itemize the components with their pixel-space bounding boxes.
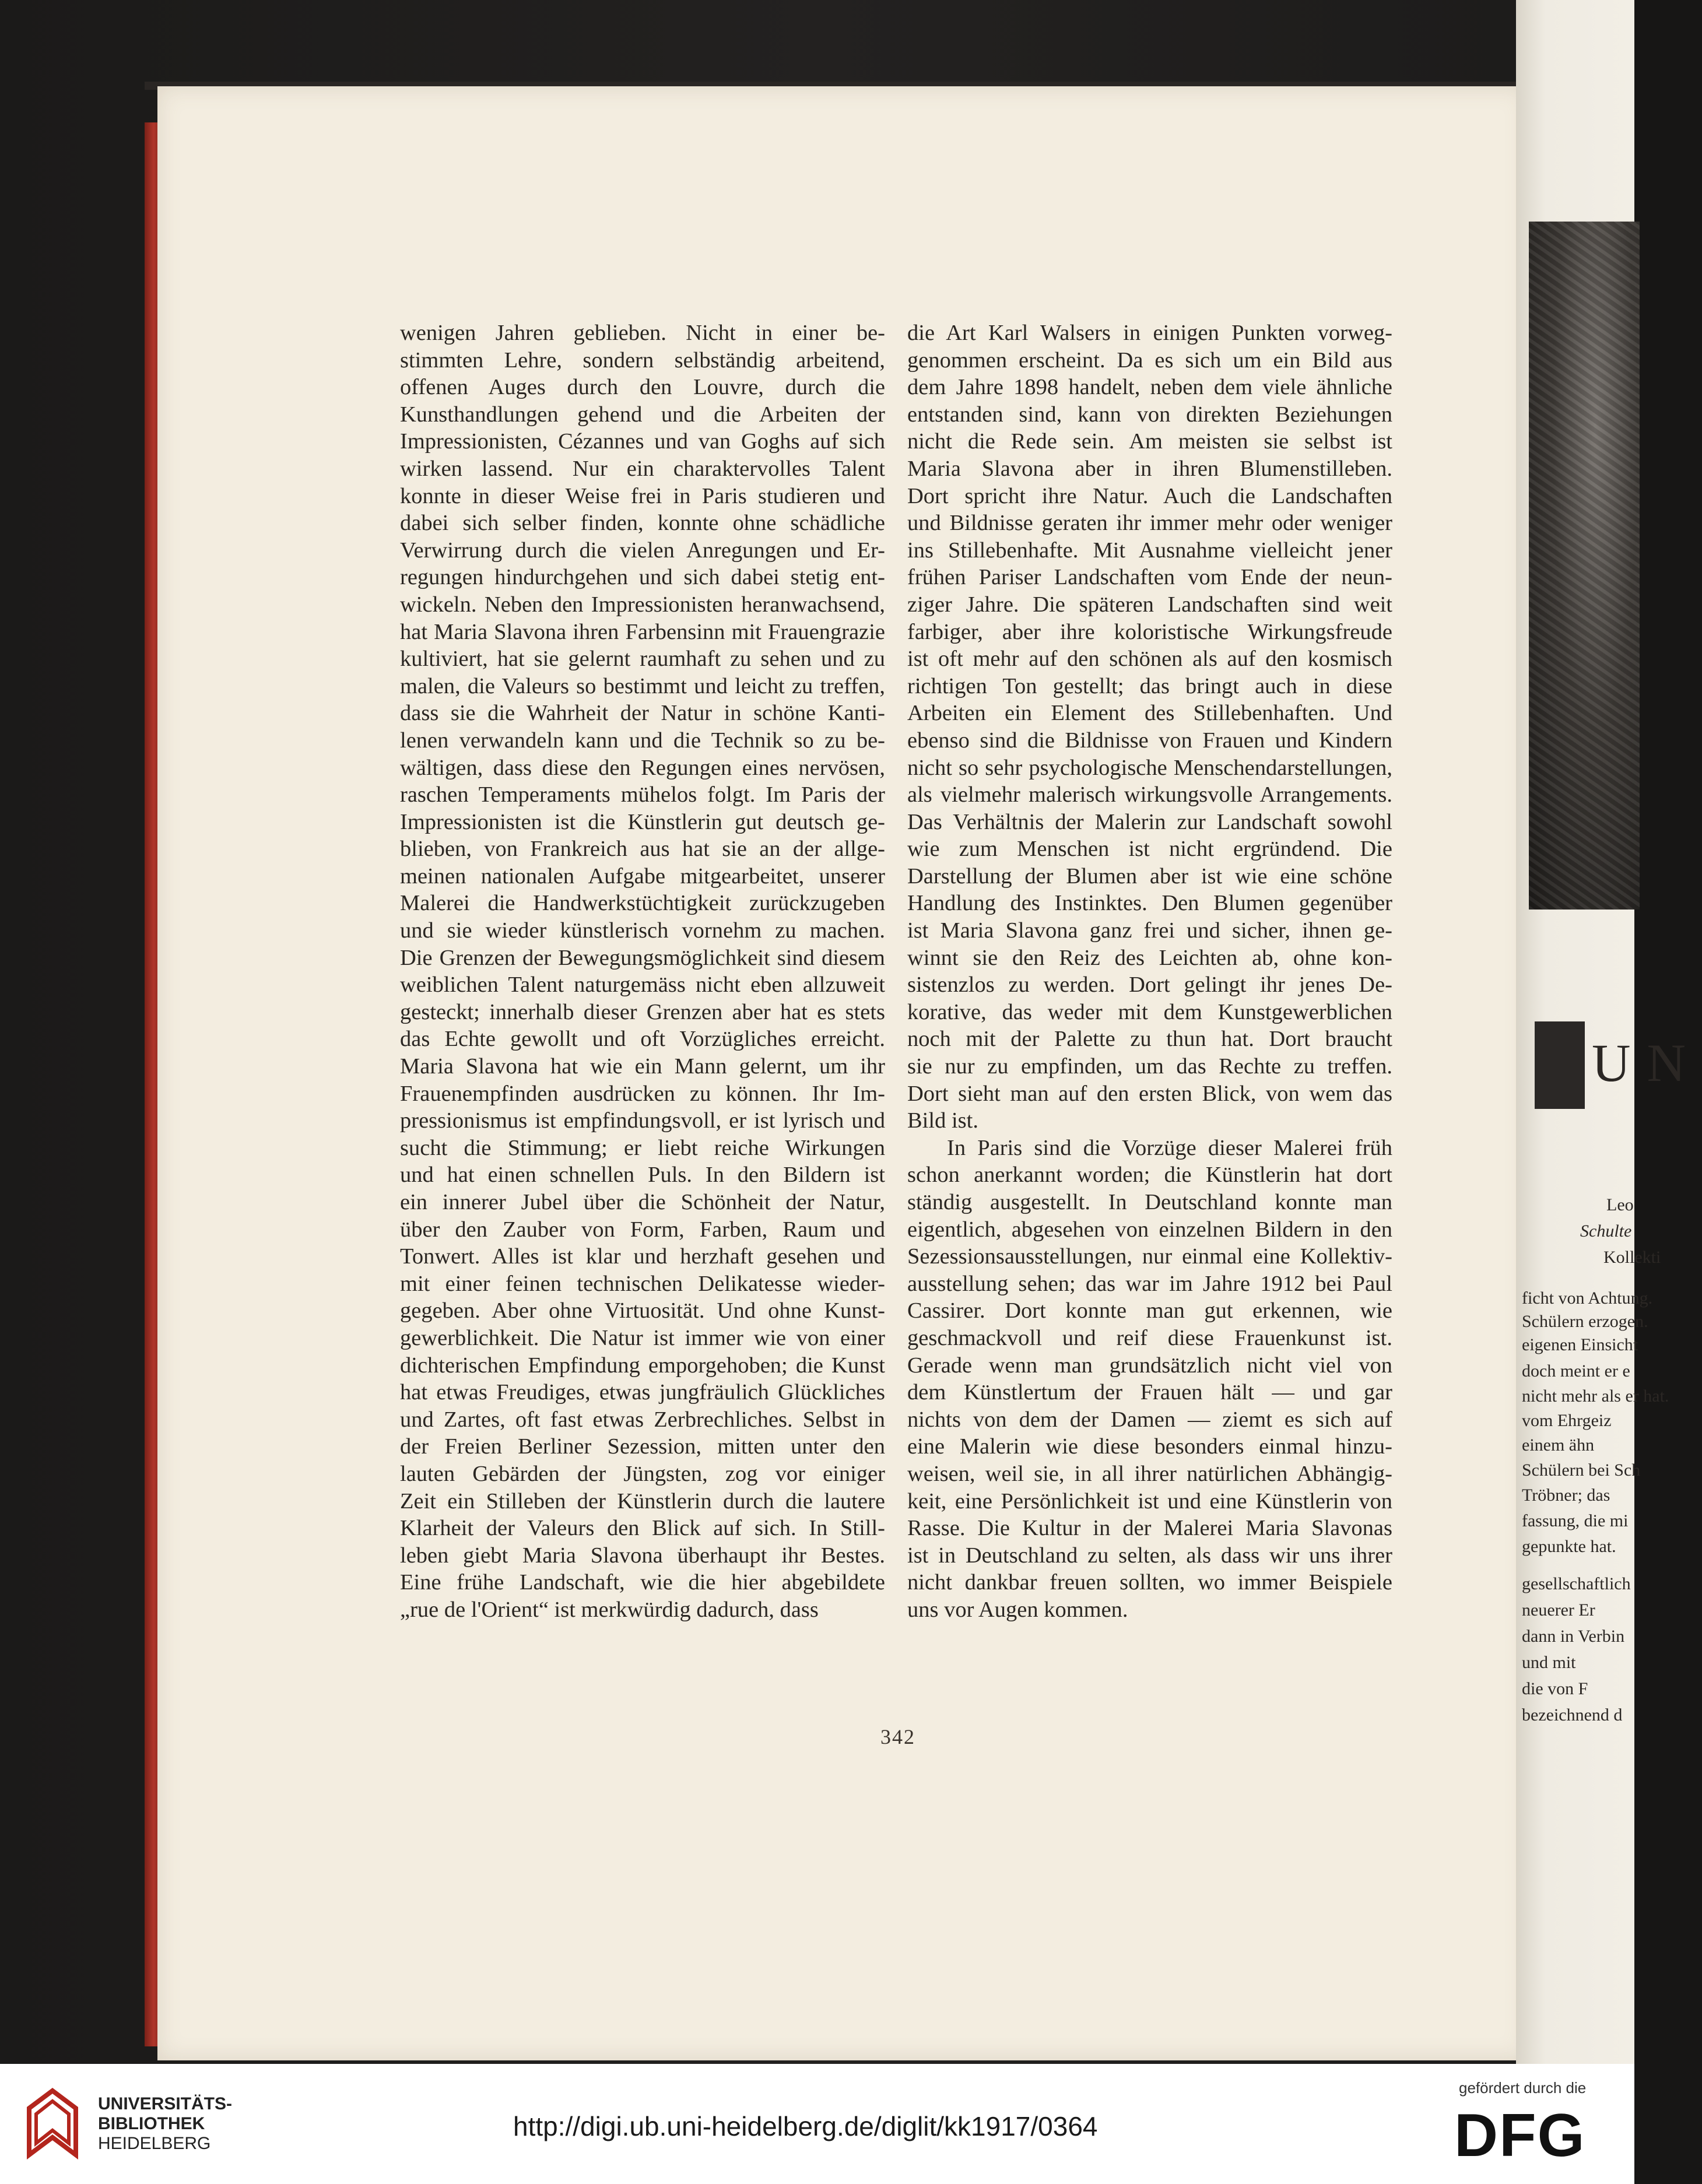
text-line: raschen Temperaments mühelos folgt. Im Paris der bbox=[400, 782, 885, 807]
next-page-fragment-line: und mit bbox=[1522, 1653, 1576, 1672]
text-line: die Art Karl Walsers in einigen Punkten vorweg- bbox=[907, 321, 1392, 345]
text-line: schon anerkannt worden; die Künstlerin hat dort bbox=[907, 1163, 1392, 1188]
text-line: über den Zauber von Form, Farben, Raum und bbox=[400, 1217, 885, 1242]
text-line: regungen hindurchgehen und sich dabei stetig ent- bbox=[400, 565, 885, 590]
text-line: ist in Deutschland zu selten, als dass wir uns ihrer bbox=[907, 1543, 1392, 1568]
funding-caption: gefördert durch die bbox=[1459, 2079, 1587, 2097]
text-line: sie nur zu empfinden, um das Rechte zu treffen. bbox=[907, 1054, 1392, 1079]
sculpture-photo bbox=[1529, 222, 1640, 910]
text-line: ein innerer Jubel über die Schönheit der Natur, bbox=[400, 1190, 885, 1214]
next-page-fragment-line: gepunkte hat. bbox=[1522, 1537, 1616, 1556]
text-line: ebenso sind die Bildnisse von Frauen und Kindern bbox=[907, 728, 1392, 753]
text-line: lenen verwandeln kann und die Technik so zu be- bbox=[400, 728, 885, 753]
text-line: Malerei die Handwerkstüchtigkeit zurückzugeben bbox=[400, 891, 885, 916]
text-line: genommen erscheint. Da es sich um ein Bild aus bbox=[907, 347, 1392, 373]
text-line: Dort spricht ihre Natur. Auch die Landschaften bbox=[907, 483, 1392, 508]
library-name-line2: BIBLIOTHEK bbox=[98, 2114, 205, 2133]
next-page-fragment-line: die von F bbox=[1522, 1679, 1588, 1698]
text-line: geschmackvoll und reif diese Frauenkunst ist. bbox=[907, 1325, 1392, 1350]
text-line: kultiviert, hat sie gelernt raumhaft zu sehen und zu bbox=[400, 647, 885, 672]
next-page-fragment-line: fassung, die mi bbox=[1522, 1511, 1629, 1530]
next-page-fragment-line: ficht von Achtung. bbox=[1522, 1288, 1653, 1308]
next-page-fragment-line: doch meint er e bbox=[1522, 1361, 1630, 1381]
text-line: wie zum Menschen ist nicht ergründend. Die bbox=[907, 837, 1392, 862]
text-line: Zeit ein Stilleben der Künstlerin durch die lautere bbox=[400, 1488, 885, 1514]
text-line: eine Malerin wie diese besonders einmal hinzu- bbox=[907, 1434, 1392, 1459]
next-page-fragment-line: bezeichnend d bbox=[1522, 1705, 1623, 1725]
text-line: nicht die Rede sein. Am meisten sie selbst ist bbox=[907, 429, 1392, 454]
text-line: Rasse. Die Kultur in der Malerei Maria Slavonas bbox=[907, 1516, 1392, 1541]
text-line: Verwirrung durch die vielen Anregungen und Er- bbox=[400, 538, 885, 563]
text-line: ziger Jahre. Die späteren Landschaften sind weit bbox=[907, 592, 1392, 617]
text-line: konnte in dieser Weise frei in Paris studieren und bbox=[400, 483, 885, 508]
text-line: dem Jahre 1898 handelt, neben dem viele ähnliche bbox=[907, 375, 1392, 400]
text-line: winnt sie den Reiz des Leichten ab, ohne kon- bbox=[907, 945, 1392, 970]
decorated-initial bbox=[1535, 1021, 1585, 1109]
text-line: Frauenempfinden ausdrücken zu können. Ihr Im- bbox=[400, 1081, 885, 1106]
text-column-left bbox=[400, 319, 885, 1624]
text-line: ausstellung sehen; das war im Jahre 1912 bei Paul bbox=[907, 1271, 1392, 1296]
text-line: sistenzlos zu werden. Dort gelingt ihr jenes De- bbox=[907, 972, 1392, 998]
text-line: der Freien Berliner Sezession, mitten unter den bbox=[400, 1434, 885, 1459]
text-line: Maria Slavona hat wie ein Mann gelernt, um ihr bbox=[400, 1054, 885, 1079]
next-page-fragment-line: neuerer Er bbox=[1522, 1600, 1595, 1620]
text-line: Arbeiten ein Element des Stillebenhaften. Und bbox=[907, 701, 1392, 726]
library-name bbox=[98, 2094, 232, 2154]
text-line: nicht so sehr psychologische Menschendarstellungen, bbox=[907, 755, 1392, 780]
text-line: wickeln. Neben den Impressionisten heranwachsend, bbox=[400, 592, 885, 617]
text-line: dabei sich selber finden, konnte ohne schädliche bbox=[400, 511, 885, 536]
text-line: Handlung des Instinktes. Den Blumen gegenüber bbox=[907, 891, 1392, 916]
library-name-line3: HEIDELBERG bbox=[98, 2134, 211, 2153]
text-line: und Bildnisse geraten ihr immer mehr oder weniger bbox=[907, 511, 1392, 536]
text-line: Maria Slavona aber in ihren Blumenstilleben. bbox=[907, 456, 1392, 481]
text-line: noch mit der Palette zu thun hat. Dort braucht bbox=[907, 1027, 1392, 1052]
text-line: mit einer feinen technischen Delikatesse wieder- bbox=[400, 1271, 885, 1296]
next-page-fragment bbox=[1516, 0, 1702, 2064]
text-line: Klarheit der Valeurs den Blick auf sich. In Still- bbox=[400, 1516, 885, 1541]
next-page-fragment-line: eigenen Einsicht bbox=[1522, 1335, 1638, 1354]
text-line: ins Stillebenhafte. Mit Ausnahme vielleicht jener bbox=[907, 538, 1392, 563]
text-line: wirken lassend. Nur ein charaktervolles Talent bbox=[400, 456, 885, 481]
next-page-fragment-line: nicht mehr als er hat. bbox=[1522, 1386, 1669, 1406]
text-line: Dort sieht man auf den ersten Blick, von wem das bbox=[907, 1081, 1392, 1106]
text-line: pressionismus ist empfindungsvoll, er ist lyrisch und bbox=[400, 1108, 885, 1133]
text-line: gewerblichkeit. Die Natur ist immer wie von einer bbox=[400, 1325, 885, 1350]
next-page-fragment-line: Schülern bei Sch bbox=[1522, 1460, 1641, 1480]
text-line: keit, eine Persönlichkeit ist und eine Künstlerin von bbox=[907, 1488, 1392, 1514]
library-name-line1: UNIVERSITÄTS- bbox=[98, 2094, 233, 2113]
text-line: ist Maria Slavona ganz frei und sicher, ihnen ge- bbox=[907, 918, 1392, 943]
text-line: ständig ausgestellt. In Deutschland konnte man bbox=[907, 1190, 1392, 1214]
text-line: dem Künstlertum der Frauen hält — und gar bbox=[907, 1380, 1392, 1405]
next-page-fragment-line: einem ähn bbox=[1522, 1435, 1595, 1455]
text-line: dichterischen Empfindung emporgehoben; die Kunst bbox=[400, 1353, 885, 1378]
text-line: das Echte gewollt und oft Vorzügliches erreicht. bbox=[400, 1027, 885, 1052]
text-line: frühen Pariser Landschaften vom Ende der neun- bbox=[907, 565, 1392, 590]
text-line: weiblichen Talent naturgemäss nicht eben allzuweit bbox=[400, 972, 885, 998]
next-page-fragment-line: Schulte bbox=[1580, 1221, 1632, 1241]
next-page-fragment-line: vom Ehrgeiz bbox=[1522, 1411, 1612, 1430]
text-line: Cassirer. Dort konnte man gut erkennen, wie bbox=[907, 1298, 1392, 1323]
text-line: und hat einen schnellen Puls. In den Bildern ist bbox=[400, 1163, 885, 1188]
footer-bar bbox=[0, 2064, 1634, 2184]
text-line: ist oft mehr auf den schönen als auf den kosmisch bbox=[907, 647, 1392, 672]
next-page-fragment-line: Schülern erzogen. bbox=[1522, 1312, 1648, 1331]
text-column-right bbox=[907, 319, 1392, 1624]
next-page-fragment-line: Kollekti bbox=[1603, 1248, 1661, 1267]
text-line: wältigen, dass diese den Regungen eines nervösen, bbox=[400, 755, 885, 780]
text-line: nichts von dem der Damen — ziemt es sich auf bbox=[907, 1407, 1392, 1432]
text-line: Kunsthandlungen gehend und die Arbeiten der bbox=[400, 402, 885, 427]
text-line: Impressionisten, Cézannes und van Goghs auf sich bbox=[400, 429, 885, 454]
text-line: Das Verhältnis der Malerin zur Landschaft sowohl bbox=[907, 809, 1392, 834]
text-line: uns vor Augen kommen. bbox=[907, 1597, 1128, 1622]
text-line: als vielmehr malerisch wirkungsvolle Arrangements. bbox=[907, 782, 1392, 807]
text-line: „rue de l'Orient“ ist merkwürdig dadurch, dass bbox=[400, 1597, 819, 1622]
page-number: 342 bbox=[880, 1725, 915, 1748]
text-line: und sie wieder künstlerisch vornehm zu machen. bbox=[400, 918, 885, 943]
text-line: Eine frühe Landschaft, wie die hier abgebildete bbox=[400, 1570, 885, 1595]
text-line: entstanden sind, kann von direkten Beziehungen bbox=[907, 402, 1392, 427]
text-line: korative, das weder mit dem Kunstgewerblichen bbox=[907, 999, 1392, 1024]
text-line: In Paris sind die Vorzüge dieser Malerei früh bbox=[947, 1135, 1392, 1160]
text-line: weisen, weil sie, in all ihrer natürlichen Abhängig- bbox=[907, 1461, 1392, 1486]
university-library-logo-icon bbox=[23, 2085, 82, 2161]
text-line: gesteckt; innerhalb dieser Grenzen aber hat es stets bbox=[400, 999, 885, 1024]
text-line: Impressionisten ist die Künstlerin gut deutsch ge- bbox=[400, 809, 885, 834]
text-line: hat etwas Freudiges, etwas jungfräulich Glückliches bbox=[400, 1380, 885, 1405]
text-line: stimmten Lehre, sondern selbständig arbeitend, bbox=[400, 347, 885, 373]
next-page-fragment-line: gesellschaftlich bbox=[1522, 1574, 1631, 1593]
dfg-logo: DFG bbox=[1454, 2102, 1586, 2169]
next-page-fragment-line: dann in Verbin bbox=[1522, 1627, 1625, 1646]
text-line: und Zartes, oft fast etwas Zerbrechliches. Selbst in bbox=[400, 1407, 885, 1432]
text-line: Sezessionsausstellungen, nur einmal eine Kollektiv- bbox=[907, 1244, 1392, 1269]
text-line: blieben, von Frankreich aus hat sie an der allge- bbox=[400, 837, 885, 862]
text-line: wenigen Jahren geblieben. Nicht in einer be- bbox=[400, 321, 885, 345]
text-line: gegeben. Aber ohne Virtuosität. Und ohne Kunst- bbox=[400, 1298, 885, 1323]
text-line: farbiger, aber ihre koloristische Wirkungsfreude bbox=[907, 619, 1392, 644]
text-line: malen, die Valeurs so bestimmt und leicht zu treffen, bbox=[400, 673, 885, 698]
next-page-fragment-line: Tröbner; das bbox=[1522, 1486, 1610, 1505]
text-line: sucht die Stimmung; er liebt reiche Wirkungen bbox=[400, 1135, 885, 1160]
text-line: nicht dankbar freuen sollten, wo immer Beispiele bbox=[907, 1570, 1392, 1595]
text-line: meinen nationalen Aufgabe mitgearbeitet, unserer bbox=[400, 863, 885, 889]
next-page-heading: UN bbox=[1592, 1033, 1702, 1093]
text-line: Die Grenzen der Bewegungsmöglichkeit sind diesem bbox=[400, 945, 885, 970]
text-line: hat Maria Slavona ihren Farbensinn mit Frauengrazie bbox=[400, 619, 885, 644]
text-line: offenen Auges durch den Louvre, durch die bbox=[400, 375, 885, 400]
text-line: richtigen Ton gestellt; das bringt auch in diese bbox=[907, 673, 1392, 698]
text-line: Gerade wenn man grundsätzlich nicht viel von bbox=[907, 1353, 1392, 1378]
text-line: Bild ist. bbox=[907, 1108, 978, 1133]
text-line: Tonwert. Alles ist klar und herzhaft gesehen und bbox=[400, 1244, 885, 1269]
text-line: eigentlich, abgesehen von einzelnen Bildern in den bbox=[907, 1217, 1392, 1242]
text-line: lauten Gebärden der Jüngsten, zog vor einiger bbox=[400, 1461, 885, 1486]
next-page-fragment-line: Leo bbox=[1606, 1195, 1634, 1214]
text-line: leben giebt Maria Slavona überhaupt ihr Bestes. bbox=[400, 1543, 885, 1568]
text-line: dass sie die Wahrheit der Natur in schöne Kanti- bbox=[400, 701, 885, 726]
permalink-url[interactable]: http://digi.ub.uni-heidelberg.de/diglit/kk1917/0364 bbox=[513, 2111, 1098, 2141]
text-line: Darstellung der Blumen aber ist wie eine schöne bbox=[907, 863, 1392, 889]
